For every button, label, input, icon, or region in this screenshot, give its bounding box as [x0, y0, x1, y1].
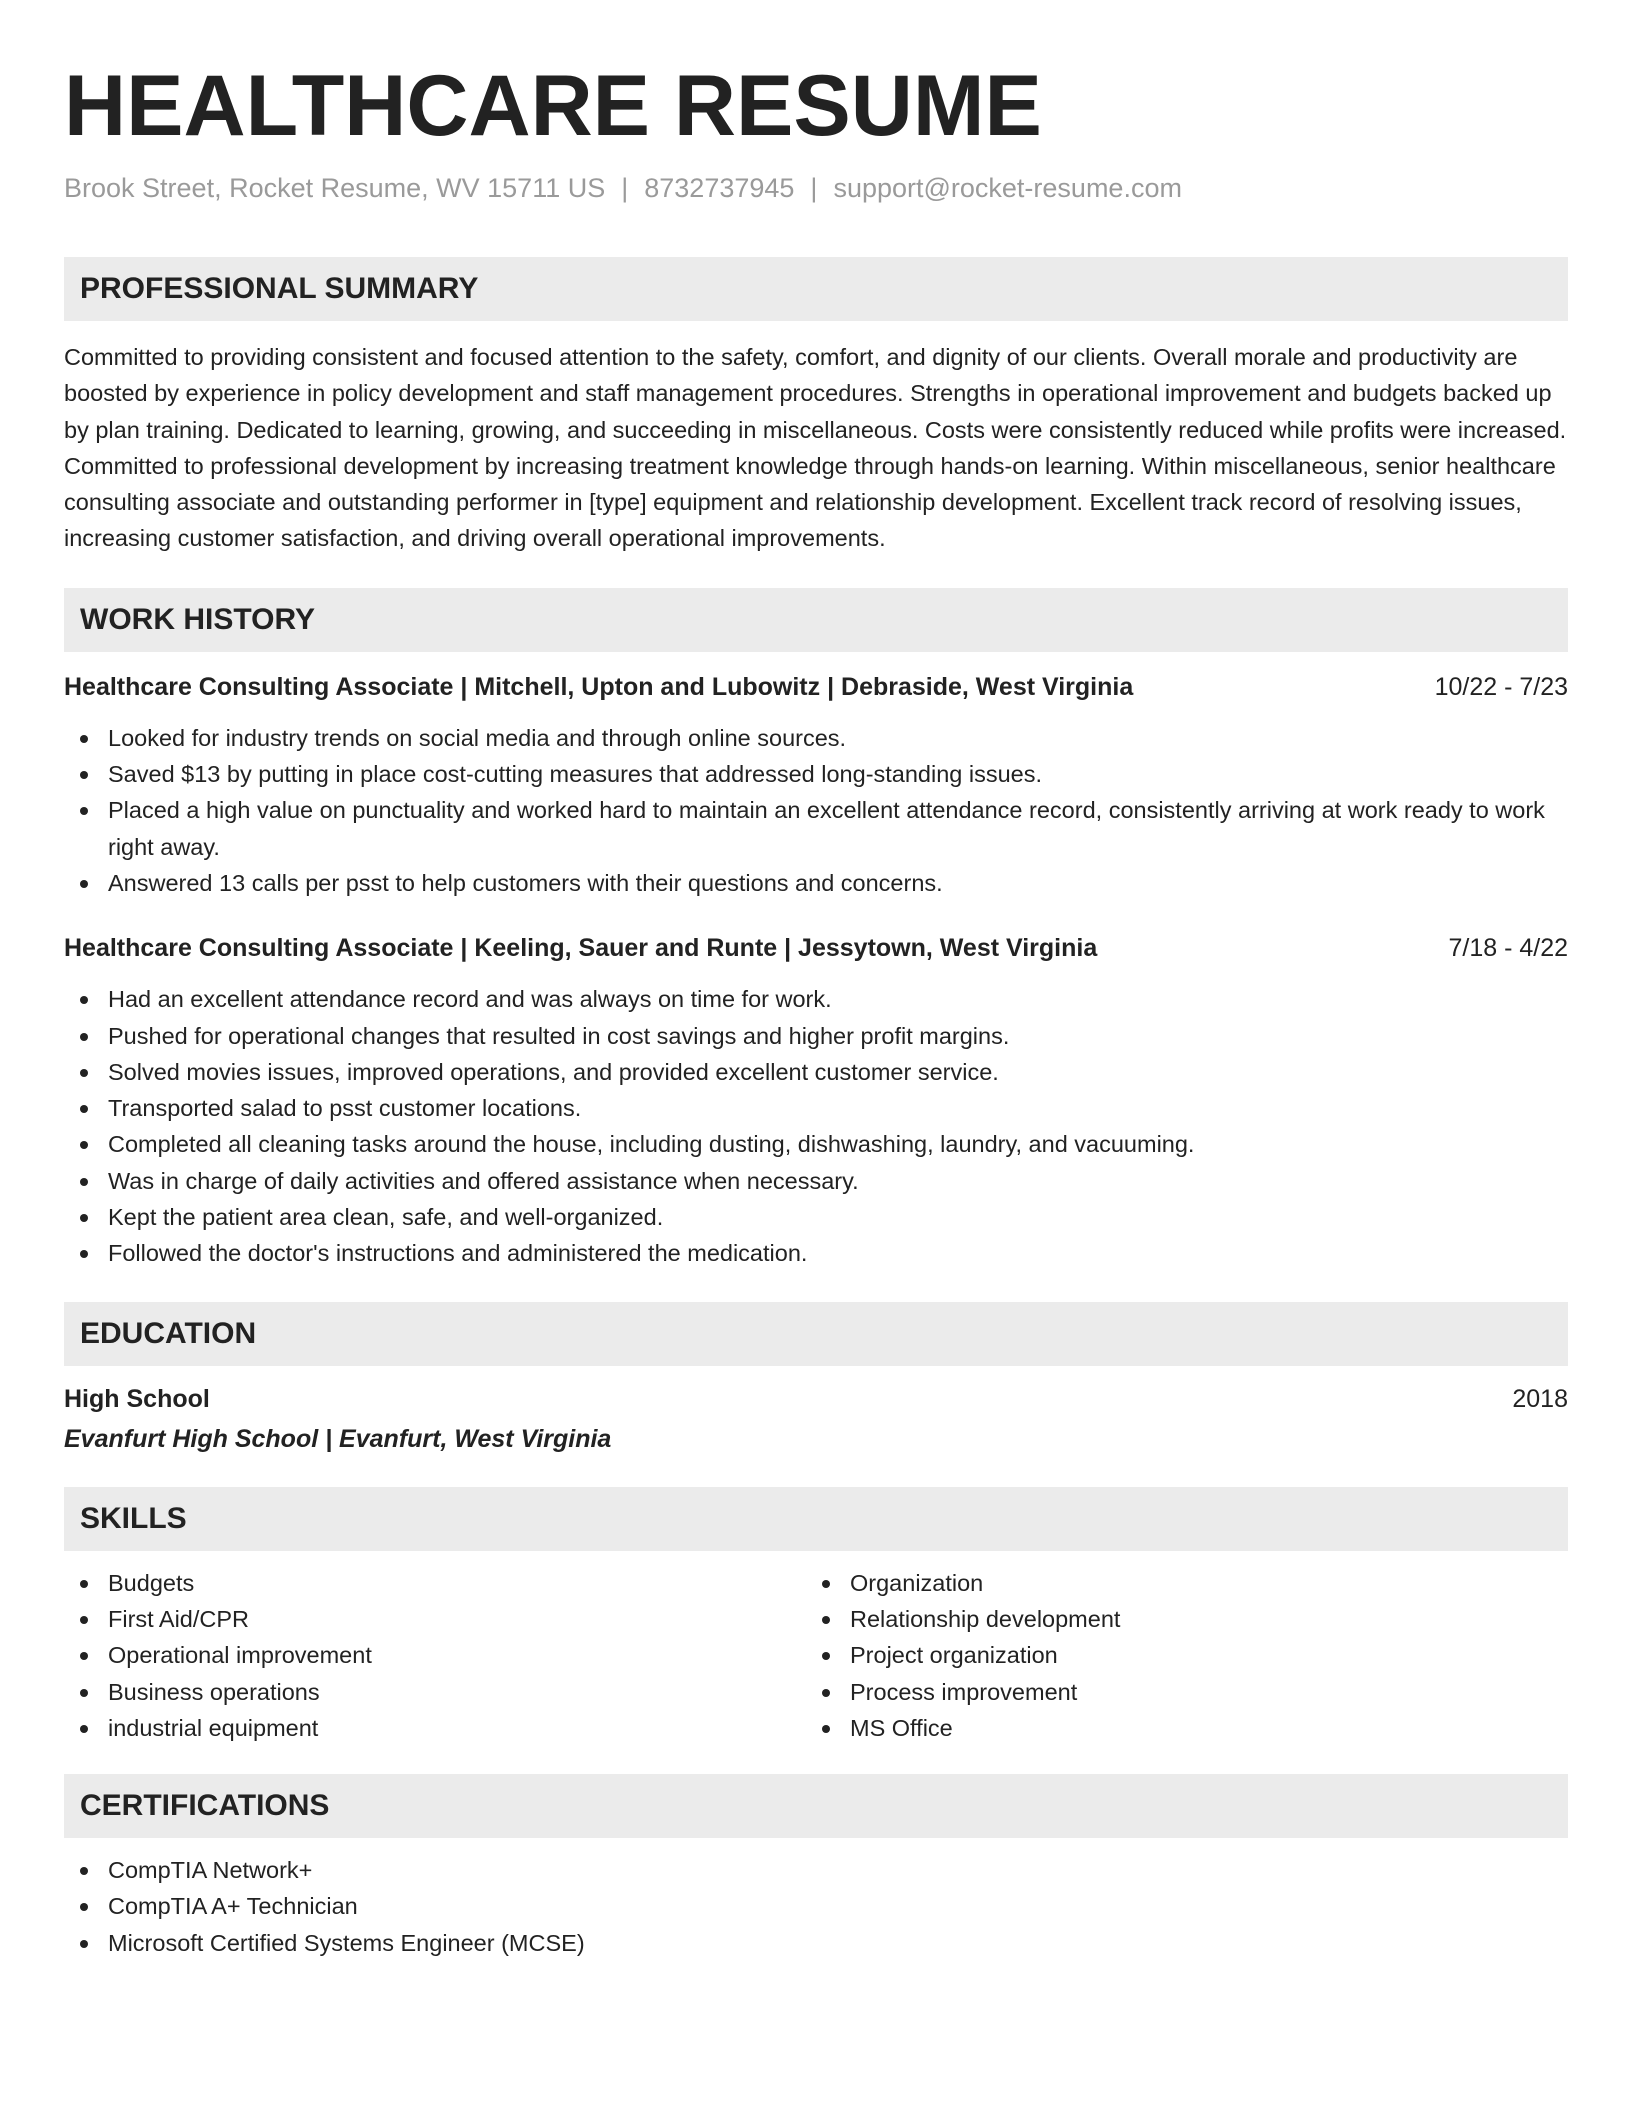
resume-title: HEALTHCARE RESUME: [64, 58, 1042, 154]
bullet-dot-icon: [80, 996, 88, 1004]
summary-text: Committed to providing consistent and focused attention to the safety, comfort, and dignity of our clients. Overall morale and productivity are boosted by experience in policy development and staff management procedures. Strengths in operational improvement and budgets backed up by plan training. Dedicated to learning, growing, and succeeding in miscellaneous. Costs were consistently reduced while profits were increased. Committed to professional development by increasing treatment knowledge through hands-on learning. Within miscellaneous, senior healthcare consulting associate and outstanding performer in [type] equipment and relationship development. Excellent track record of resolving issues, increasing customer satisfaction, and driving overall operational improvements.: [64, 344, 1567, 552]
bullet-text: Answered 13 calls per psst to help customers with their questions and concerns.: [108, 869, 943, 896]
bullet-dot-icon: [80, 880, 88, 888]
list-item: [64, 1674, 806, 1710]
bullet-dot-icon: [822, 1616, 830, 1624]
list-item: [64, 1710, 806, 1746]
list-item: [64, 1090, 1568, 1126]
bullet-dot-icon: [80, 1725, 88, 1733]
list-item: [806, 1710, 1548, 1746]
list-item: [806, 1637, 1548, 1673]
education-entry-header: [64, 1382, 1568, 1416]
bullet-text: Looked for industry trends on social media and through online sources.: [108, 724, 847, 751]
list-item: [64, 1199, 1568, 1235]
list-item: [806, 1674, 1548, 1710]
contact-line: [64, 170, 1568, 206]
bullet-dot-icon: [80, 807, 88, 815]
job-dates: 10/22 - 7/23: [1434, 672, 1568, 701]
bullet-dot-icon: [80, 1940, 88, 1948]
bullet-text: Saved $13 by putting in place cost-cutting measures that addressed long-standing issues.: [108, 761, 1043, 788]
skill-text: Project organization: [850, 1642, 1058, 1669]
bullet-dot-icon: [80, 1141, 88, 1149]
list-item: [64, 981, 1568, 1017]
bullet-text: Placed a high value on punctuality and worked hard to maintain an excellent attendance record, consistently arriving at work ready to work right away.: [108, 797, 1545, 860]
contact-separator: |: [810, 173, 818, 203]
list-item: [64, 1637, 806, 1673]
list-item: [64, 1565, 806, 1601]
section-header-skills: SKILLS: [64, 1487, 1568, 1551]
bullet-text: Completed all cleaning tasks around the house, including dusting, dishwashing, laundry, and vacuuming.: [108, 1131, 1195, 1158]
list-item: [64, 1235, 1568, 1271]
skill-text: Relationship development: [850, 1605, 1121, 1632]
list-item: [64, 792, 1568, 865]
resume-page: [64, 0, 1568, 1961]
bullet-text: Kept the patient area clean, safe, and well-organized.: [108, 1204, 664, 1231]
list-item: [64, 1163, 1568, 1199]
skills-columns: [64, 1565, 1568, 1746]
bullet-dot-icon: [80, 1580, 88, 1588]
bullet-dot-icon: [80, 1867, 88, 1875]
skills-list-left: [64, 1565, 806, 1746]
bullet-dot-icon: [80, 735, 88, 743]
section-header-summary: PROFESSIONAL SUMMARY: [64, 257, 1568, 321]
contact-separator: |: [621, 173, 629, 203]
bullet-dot-icon: [822, 1580, 830, 1588]
skill-text: First Aid/CPR: [108, 1605, 250, 1632]
list-item: [806, 1601, 1548, 1637]
job-bullet-list: [64, 981, 1568, 1271]
skill-text: Organization: [850, 1569, 984, 1596]
education-school: Evanfurt High School | Evanfurt, West Virginia: [64, 1424, 612, 1453]
job-bullet-list: [64, 720, 1568, 901]
job-dates: 7/18 - 4/22: [1448, 934, 1568, 963]
list-item: [64, 756, 1568, 792]
list-item: [806, 1565, 1548, 1601]
list-item: [64, 1054, 1568, 1090]
bullet-dot-icon: [80, 1069, 88, 1077]
certification-text: Microsoft Certified Systems Engineer (MCSE): [108, 1929, 585, 1956]
bullet-dot-icon: [80, 1689, 88, 1697]
certification-text: CompTIA A+ Technician: [108, 1893, 358, 1920]
bullet-dot-icon: [80, 1903, 88, 1911]
skill-text: Operational improvement: [108, 1642, 372, 1669]
section-header-certifications: CERTIFICATIONS: [64, 1774, 1568, 1838]
bullet-dot-icon: [822, 1689, 830, 1697]
section-header-education: EDUCATION: [64, 1302, 1568, 1366]
bullet-dot-icon: [80, 1250, 88, 1258]
certification-text: CompTIA Network+: [108, 1857, 313, 1884]
job-entry-header: [64, 931, 1568, 965]
list-item: [64, 1852, 1568, 1888]
bullet-text: Solved movies issues, improved operations, and provided excellent customer service.: [108, 1058, 999, 1085]
bullet-text: Pushed for operational changes that resulted in cost savings and higher profit margins.: [108, 1022, 1010, 1049]
bullet-dot-icon: [80, 1033, 88, 1041]
bullet-dot-icon: [80, 771, 88, 779]
certifications-list: [64, 1852, 1568, 1961]
bullet-dot-icon: [822, 1652, 830, 1660]
section-header-work-history: WORK HISTORY: [64, 588, 1568, 652]
bullet-dot-icon: [822, 1725, 830, 1733]
skills-list-right: [806, 1565, 1548, 1746]
education-year: 2018: [1512, 1384, 1568, 1413]
list-item: [64, 720, 1568, 756]
bullet-text: Had an excellent attendance record and was always on time for work.: [108, 986, 832, 1013]
job-entry-header: [64, 670, 1568, 704]
list-item: [64, 1126, 1568, 1162]
education-degree: High School: [64, 1384, 210, 1413]
list-item: [64, 1888, 1568, 1924]
contact-phone: 8732737945: [644, 173, 795, 203]
contact-email: support@rocket-resume.com: [833, 173, 1182, 203]
skill-text: MS Office: [850, 1714, 953, 1741]
bullet-dot-icon: [80, 1616, 88, 1624]
job-title: Healthcare Consulting Associate | Keeling, Sauer and Runte | Jessytown, West Virginia: [64, 934, 1098, 963]
bullet-dot-icon: [80, 1105, 88, 1113]
bullet-text: Was in charge of daily activities and offered assistance when necessary.: [108, 1167, 859, 1194]
bullet-dot-icon: [80, 1214, 88, 1222]
job-title: Healthcare Consulting Associate | Mitchell, Upton and Lubowitz | Debraside, West Virginia: [64, 672, 1134, 701]
skill-text: Budgets: [108, 1569, 195, 1596]
list-item: [64, 1601, 806, 1637]
list-item: [64, 865, 1568, 901]
bullet-text: Transported salad to psst customer locations.: [108, 1095, 582, 1122]
contact-address: Brook Street, Rocket Resume, WV 15711 US: [64, 173, 606, 203]
skill-text: Business operations: [108, 1678, 320, 1705]
skill-text: Process improvement: [850, 1678, 1078, 1705]
list-item: [64, 1925, 1568, 1961]
list-item: [64, 1018, 1568, 1054]
skill-text: industrial equipment: [108, 1714, 319, 1741]
bullet-dot-icon: [80, 1652, 88, 1660]
bullet-dot-icon: [80, 1178, 88, 1186]
bullet-text: Followed the doctor's instructions and administered the medication.: [108, 1240, 808, 1267]
